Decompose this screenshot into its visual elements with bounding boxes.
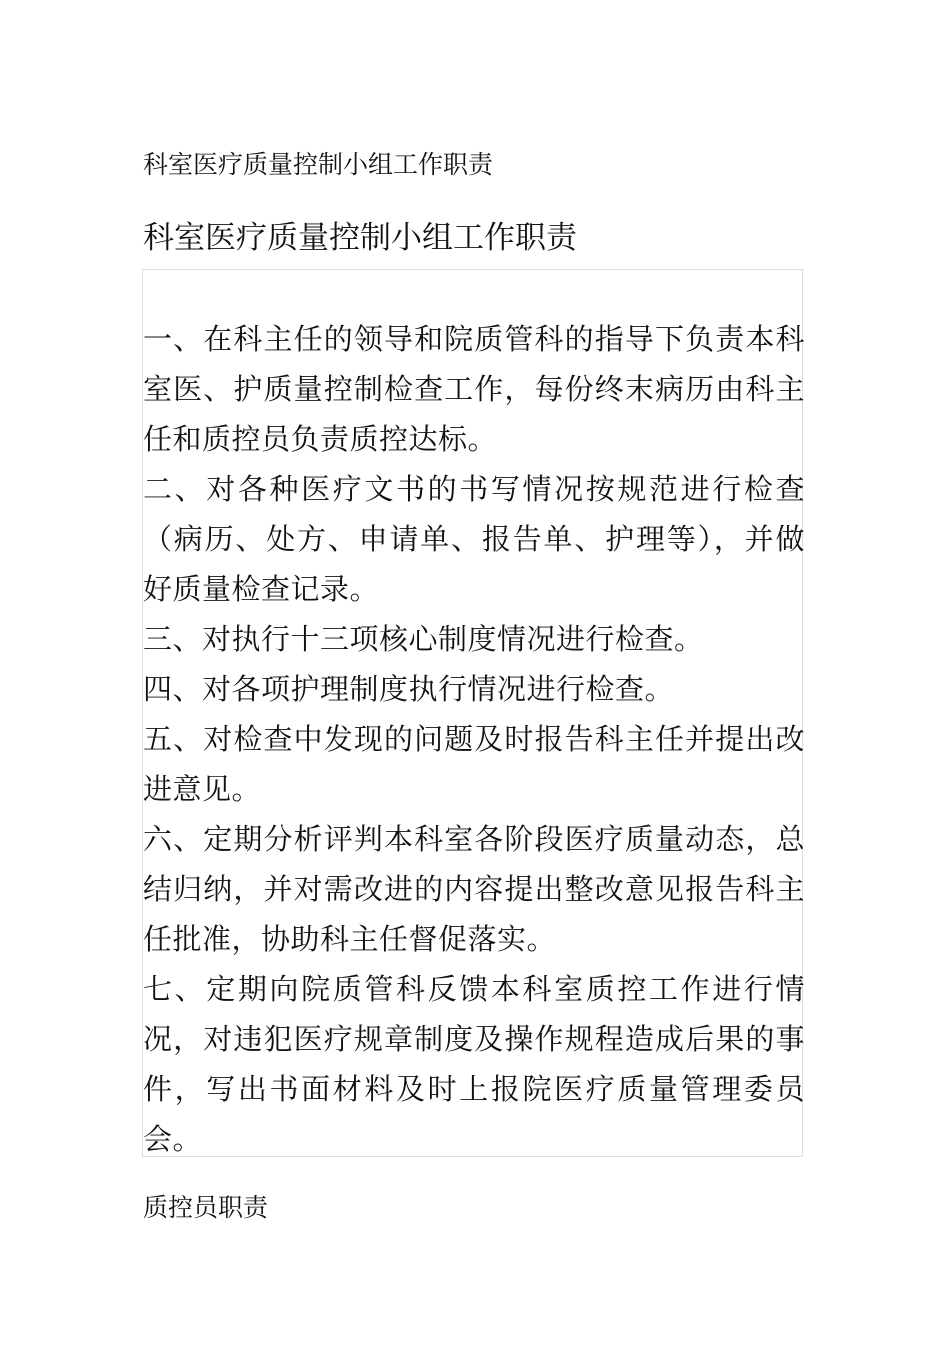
duty-item-1: 一、在科主任的领导和院质管科的指导下负责本科室医、护质量控制检查工作，每份终末病历由科主任和质控员负责质控达标。 (143, 322, 805, 456)
duty-item-2: 二、对各种医疗文书的书写情况按规范进行检查（病历、处方、申请单、报告单、护理等），并做好质量检查记录。 (143, 472, 805, 606)
document-header-title: 科室医疗质量控制小组工作职责 (143, 150, 494, 179)
duty-item-7: 七、定期向院质管科反馈本科室质控工作进行情况，对违犯医疗规章制度及操作规程造成后果的事件，写出书面材料及时上报院医疗质量管理委员会。 (143, 972, 805, 1156)
document-main-title: 科室医疗质量控制小组工作职责 (143, 220, 577, 256)
duty-item-5: 五、对检查中发现的问题及时报告科主任并提出改进意见。 (143, 722, 805, 806)
duty-item-4: 四、对各项护理制度执行情况进行检查。 (143, 672, 675, 706)
duty-item-6: 六、定期分析评判本科室各阶段医疗质量动态，总结归纳，并对需改进的内容提出整改意见报告科主任批准，协助科主任督促落实。 (143, 822, 805, 956)
duty-item-3: 三、对执行十三项核心制度情况进行检查。 (143, 622, 704, 656)
section-title-qc-officer: 质控员职责 (143, 1193, 269, 1222)
